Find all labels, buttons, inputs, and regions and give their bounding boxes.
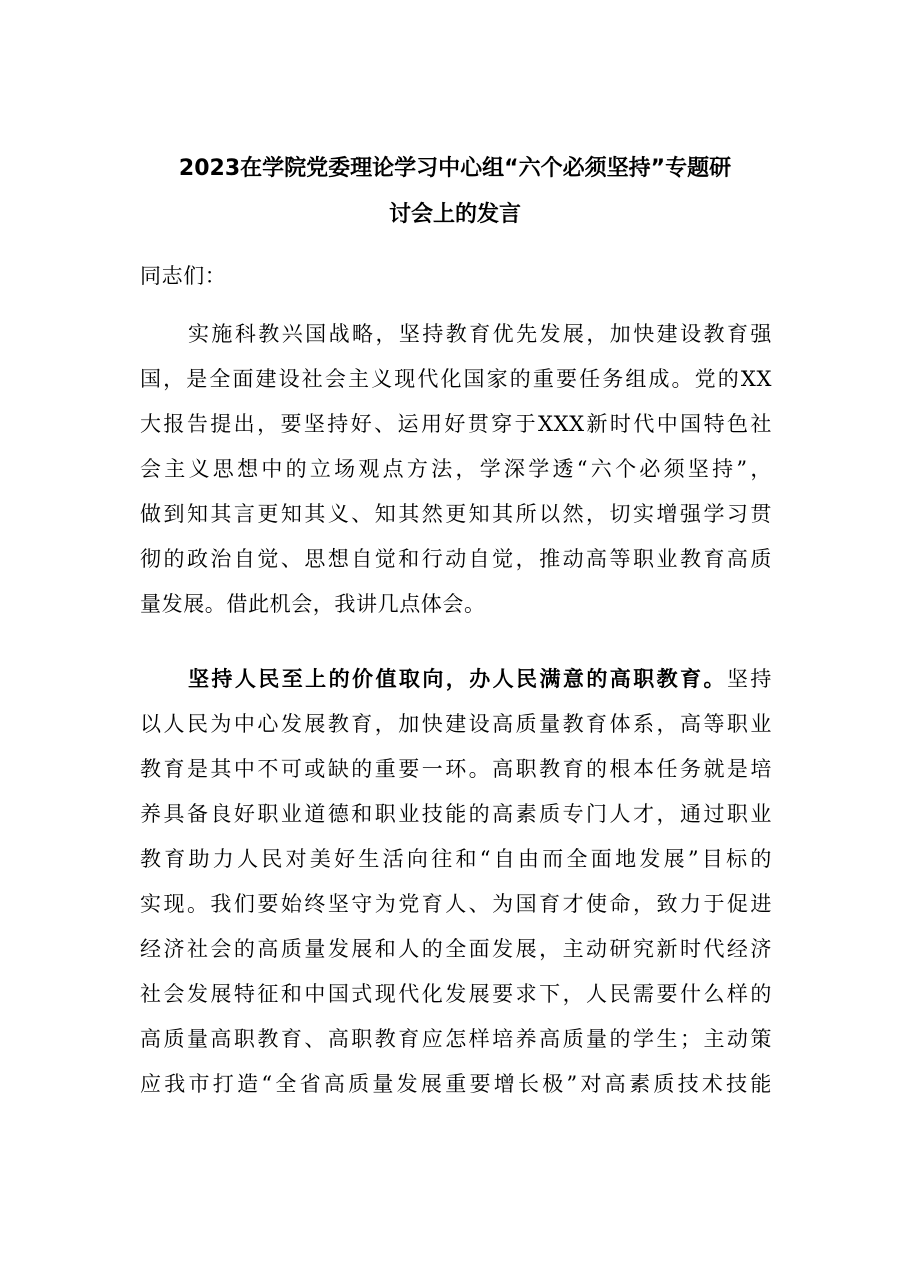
- paragraph-2-line: 实现。我们要始终坚守为党育人、为国育才使命，致力于促进: [140, 892, 772, 916]
- paragraph-2-line: 养具备良好职业道德和职业技能的高素质专门人才，通过职业: [140, 802, 772, 826]
- paragraph-1-line: 彻的政治自觉、思想自觉和行动自觉，推动高等职业教育高质: [140, 547, 772, 571]
- paragraph-2-first-tail: 坚持: [726, 667, 772, 691]
- paragraph-2-line: 应我市打造“全省高质量发展重要增长极”对高素质技术技能: [140, 1072, 772, 1096]
- paragraph-2-line: 经济社会的高质量发展和人的全面发展，主动研究新时代经济: [140, 937, 772, 961]
- paragraph-1-line: 会主义思想中的立场观点方法，学深学透“六个必须坚持”，: [140, 457, 772, 481]
- paragraph-2-line: 教育是其中不可或缺的重要一环。高职教育的根本任务就是培: [140, 757, 772, 781]
- paragraph-1-line: 大报告提出，要坚持好、运用好贯穿于XXX新时代中国特色社: [140, 412, 772, 436]
- paragraph-1-line: 实施科教兴国战略，坚持教育优先发展，加快建设教育强: [188, 322, 772, 346]
- paragraph-2-heading: 坚持人民至上的价值取向，办人民满意的高职教育。: [188, 667, 727, 691]
- paragraph-2-line: 以人民为中心发展教育，加快建设高质量教育体系，高等职业: [140, 712, 772, 736]
- paragraph-2-line: 高质量高职教育、高职教育应怎样培养高质量的学生；主动策: [140, 1027, 772, 1051]
- paragraph-1-line: 国，是全面建设社会主义现代化国家的重要任务组成。党的XX: [140, 367, 772, 391]
- salutation: 同志们：: [140, 264, 227, 288]
- paragraph-2-first-line: [188, 664, 772, 694]
- document-title-line-1: 2023在学院党委理论学习中心组“六个必须坚持”专题研: [178, 156, 732, 181]
- paragraph-2-line: 社会发展特征和中国式现代化发展要求下，人民需要什么样的: [140, 982, 772, 1006]
- document-title-line-2: 讨会上的发言: [388, 202, 521, 227]
- paragraph-1-line: 做到知其言更知其义、知其然更知其所以然，切实增强学习贯: [140, 502, 772, 526]
- paragraph-2-line: 教育助力人民对美好生活向往和“自由而全面地发展”目标的: [140, 847, 772, 871]
- paragraph-1-line: 量发展。借此机会，我讲几点体会。: [140, 592, 486, 616]
